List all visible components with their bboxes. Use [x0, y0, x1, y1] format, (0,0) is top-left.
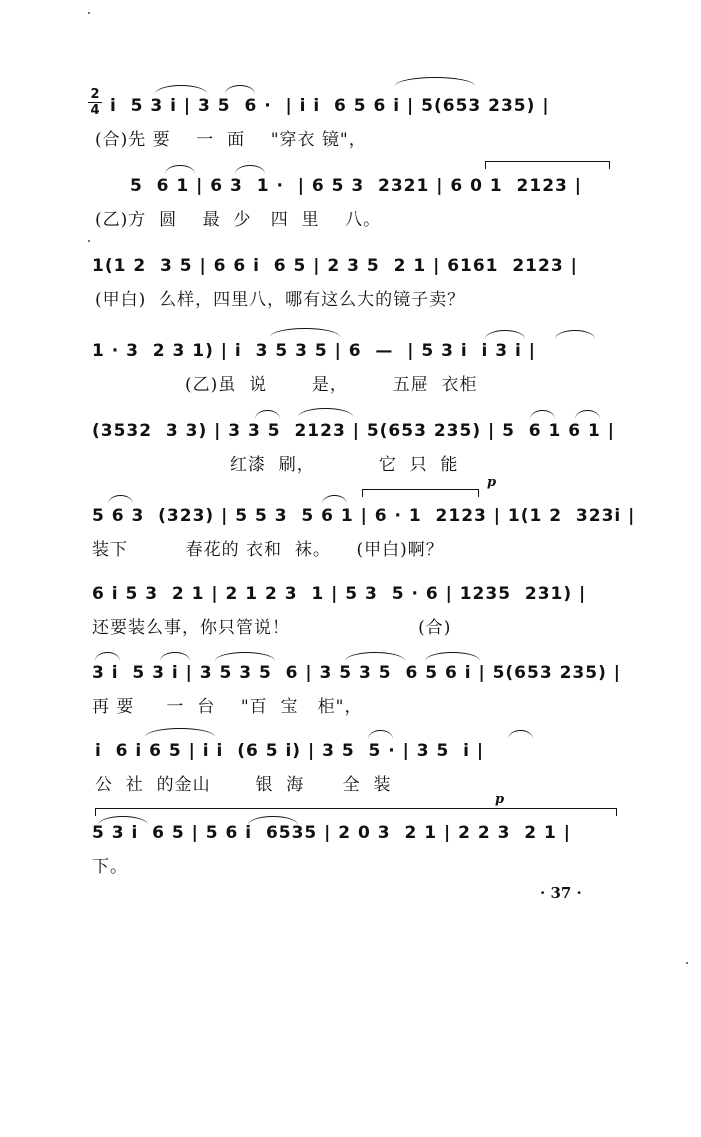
notation: 1(1 2 3 5 | 6 6 i 6 5 | 2 3 5 2 1 | 6161 2123 |	[92, 256, 578, 276]
staff-line-5	[0, 420, 701, 510]
notation: 5 3 i 6 5 | 5 6 i 6535 | 2 0 3 2 1 | 2 2 3 2 1 |	[92, 823, 571, 843]
staff-line-8	[0, 662, 701, 752]
notation: 6 i 5 3 2 1 | 2 1 2 3 1 | 5 3 5 · 6 | 1235 231) |	[92, 584, 587, 604]
lyrics: (甲白) 么样，四里八，哪有这么大的镜子卖？	[95, 290, 466, 310]
lyrics: 还要装么事，你只管说！ (合)	[92, 618, 452, 638]
lyrics: (乙)方 圆 最 少 四 里 八。	[95, 210, 382, 230]
notation: 3 i 5 3 i | 3 5 3 5 6 | 3 5 3 5 6 5 6 i | 5(653 235) |	[92, 663, 621, 683]
lyrics: 再 要 一 台 "百 宝 柜"，	[92, 697, 363, 717]
notation: 5 6 1 | 6 3 1 · | 6 5 3 2321 | 6 0 1 2123 |	[130, 176, 582, 196]
notation: 1 · 3 2 3 1) | i 3 5 3 5 | 6 — | 5 3 i i 3 i |	[92, 341, 536, 361]
lyrics: (合)先 要 一 面 "穿衣 镜"，	[95, 130, 367, 150]
staff-line-3	[0, 255, 701, 345]
dynamic-mark: p	[495, 792, 505, 807]
page-number: · 37 ·	[540, 884, 582, 902]
notation: 5 6 3 (323) | 5 5 3 5 6 1 | 6 · 1 2123 | 1(1 2 323i |	[92, 506, 636, 526]
lyrics: 下。	[92, 857, 128, 877]
lyrics: 红漆 刷， 它 只 能	[230, 455, 459, 475]
staff-line-2	[0, 175, 701, 265]
lyrics: (乙)虽 说 是， 五屉 衣柜	[185, 375, 478, 395]
lyrics: 装下 春花的 衣和 袜。 (甲白)啊？	[92, 540, 444, 560]
staff-line-1	[0, 95, 701, 185]
staff-line-6	[0, 475, 701, 595]
notation: i 6 i 6 5 | i i (6 5 i) | 3 5 5 · | 3 5 i |	[95, 741, 485, 761]
time-signature-top: 2	[90, 87, 100, 102]
staff-line-9	[0, 740, 701, 830]
staff-line-10	[0, 792, 701, 912]
lyrics: 公 社 的金山 银 海 全 装	[95, 775, 392, 795]
time-signature-bottom: 4	[90, 103, 100, 118]
dynamic-mark: p	[487, 475, 497, 490]
notation: i 5 3 i | 3 5 6 · | i i 6 5 6 i | 5(653 235) |	[110, 96, 550, 116]
notation: (3532 3 3) | 3 3 5 2123 | 5(653 235) | 5 6 1 6 1 |	[92, 421, 615, 441]
